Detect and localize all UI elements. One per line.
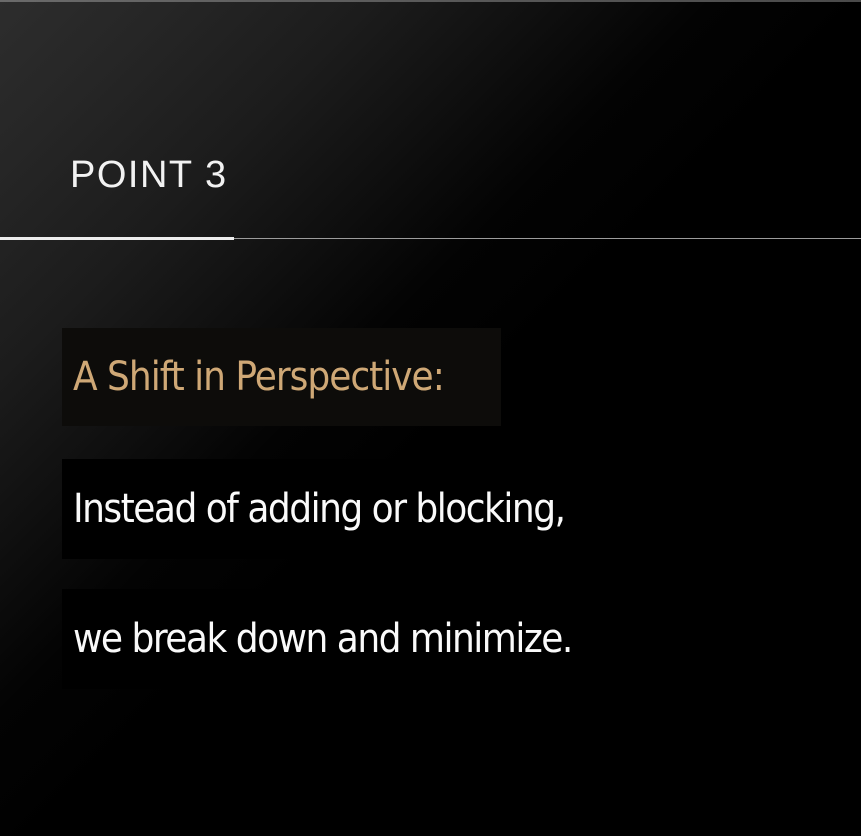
top-edge-hairline [0, 0, 861, 2]
divider-accent-segment [0, 237, 234, 240]
slide-kicker: POINT 3 [70, 154, 228, 196]
body-line-1-box [62, 459, 662, 559]
heading-highlight-box [62, 328, 501, 426]
slide-heading: A Shift in Perspective: [73, 354, 444, 400]
body-line-1: Instead of adding or blocking, [73, 486, 565, 532]
body-line-2-box [62, 589, 682, 689]
body-line-2: we break down and minimize. [73, 616, 572, 662]
divider-line [234, 238, 861, 239]
